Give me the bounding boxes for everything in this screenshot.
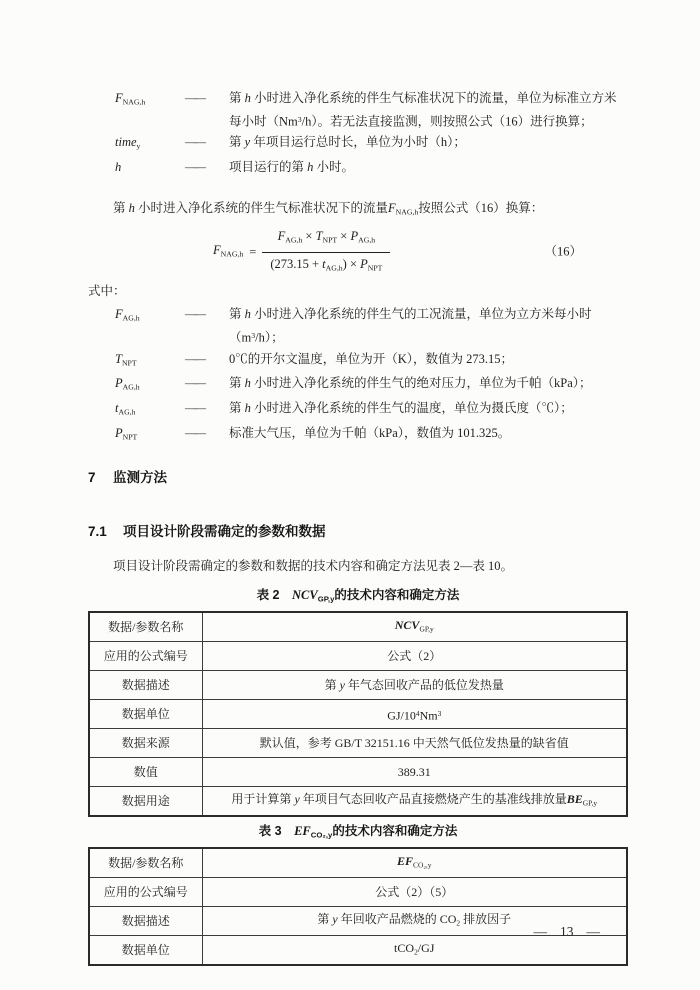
table-row xyxy=(89,878,627,907)
row-value: 第 y 年回收产品燃烧的 $CO_2$ 排放因子 xyxy=(202,907,627,936)
symbol-definitions-top xyxy=(88,88,628,178)
definition-dash: —— xyxy=(185,425,202,440)
symbol-label: $F_{AG,h}$ xyxy=(115,307,140,323)
table-row xyxy=(89,848,627,878)
row-value: 公式（2） xyxy=(202,642,627,671)
section-7-heading xyxy=(88,470,628,486)
definition-dash: —— xyxy=(185,401,202,416)
definition-row xyxy=(88,88,628,132)
formula-equals-sign: = xyxy=(249,244,257,259)
symbol-label: $P_{AG,h}$ xyxy=(115,376,140,393)
table-3-ef xyxy=(88,847,628,966)
table-row xyxy=(89,758,627,787)
table-row xyxy=(89,612,627,642)
definition-dash: —— xyxy=(185,376,202,391)
formula-number: （16） xyxy=(544,244,582,259)
definition-row xyxy=(88,304,628,348)
formula-denominator: $(273.15 + t_{AG,h}) \times P_{NPT}$ xyxy=(262,252,390,278)
row-value: 用于计算第 y 年项目气态回收产品直接燃烧产生的基准线排放量$BE_{GP,y}$ xyxy=(202,787,627,817)
table-3-caption: 表 3 $EF_{CO_2,y}$的技术内容和确定方法 xyxy=(258,824,458,840)
table-row xyxy=(89,671,627,700)
definition-text: 标准大气压，单位为千帕（kPa），数值为 101.325。 xyxy=(229,425,511,440)
definition-dash: —— xyxy=(185,91,202,105)
formula-intro-paragraph: 第 h 小时进入净化系统的伴生气标准状况下的流量$F_{NAG,h}$按照公式（16）换算： xyxy=(113,201,544,217)
row-label: 数据/参数名称 xyxy=(89,612,202,642)
section-7-1-paragraph: 项目设计阶段需确定的参数和数据的技术内容和确定方法见表 2—表 10。 xyxy=(113,558,514,573)
row-value: $EF_{CO_2,y}$ xyxy=(202,848,627,878)
formula-where-label: 式中： xyxy=(88,284,126,299)
row-label: 数据来源 xyxy=(89,729,202,758)
symbol-label: $t_{AG,h}$ xyxy=(115,401,136,417)
definition-text: 项目运行的第 h 小时。 xyxy=(229,160,355,175)
footer-dash-right: — xyxy=(586,924,600,939)
row-value: 389.31 xyxy=(202,758,627,787)
page-footer xyxy=(534,921,601,942)
formula-fraction xyxy=(262,227,390,277)
definition-text: 第 h 小时进入净化系统的伴生气的绝对压力，单位为千帕（kPa）； xyxy=(229,376,592,391)
definition-dash: —— xyxy=(185,307,202,322)
symbol-label: $T_{NPT}$ xyxy=(115,351,137,368)
section-number: 7.1 xyxy=(88,523,107,539)
section-title: 监测方法 xyxy=(113,469,167,485)
row-value: $GJ/10^4Nm^3$ xyxy=(202,700,627,729)
footer-dash-left: — xyxy=(533,924,547,939)
symbol-label: $F_{NAG,h}$ xyxy=(115,91,146,107)
table-row xyxy=(89,700,627,729)
symbol-label: time$_y$ xyxy=(115,135,141,152)
table-row xyxy=(89,729,627,758)
definition-row xyxy=(88,157,628,178)
table-2-ncv xyxy=(88,611,628,817)
symbol-label: h xyxy=(115,160,122,175)
definition-dash: —— xyxy=(185,160,202,175)
formula-numerator: $F_{AG,h} \times T_{NPT} \times P_{AG,h}$ xyxy=(277,228,376,245)
row-value: 第 y 年气态回收产品的低位发热量 xyxy=(202,671,627,700)
definition-row xyxy=(88,132,628,157)
table-row xyxy=(89,787,627,817)
section-number: 7 xyxy=(88,469,96,485)
row-value: $NCV_{GP,y}$ xyxy=(202,612,627,642)
section-title: 项目设计阶段需确定的参数和数据 xyxy=(123,523,326,539)
row-label: 数据用途 xyxy=(89,787,202,817)
definition-row xyxy=(88,373,628,398)
row-label: 数据描述 xyxy=(89,907,202,936)
definition-row xyxy=(88,423,628,448)
definition-text: 第 h 小时进入净化系统的伴生气标准状况下的流量，单位为标准立方米每小时（Nm$^3$/h）。若无法直接监测，则按照公式（16）进行换算； xyxy=(229,91,617,129)
definition-row xyxy=(88,398,628,423)
row-value: 默认值，参考 GB/T 32151.16 中天然气低位发热量的缺省值 xyxy=(202,729,627,758)
definition-dash: —— xyxy=(185,351,202,366)
definition-dash: —— xyxy=(185,135,202,150)
definition-text: 0℃的开尔文温度，单位为开（K），数值为 273.15； xyxy=(229,351,514,366)
formula-16 xyxy=(88,227,628,277)
definition-row xyxy=(88,349,628,374)
definition-text: 第 h 小时进入净化系统的伴生气的温度，单位为摄氏度（℃）； xyxy=(229,401,573,416)
formula-lhs: $F_{NAG,h}$ xyxy=(213,242,244,259)
row-label: 数据单位 xyxy=(89,700,202,729)
row-label: 应用的公式编号 xyxy=(89,642,202,671)
symbol-definitions-formula xyxy=(88,304,628,447)
page-number: 13 xyxy=(560,924,574,939)
row-value: tCO$_2$/GJ xyxy=(202,936,627,966)
definition-text: 第 y 年项目运行总时长，单位为小时（h）； xyxy=(229,135,466,150)
row-value: 公式（2）（5） xyxy=(202,878,627,907)
row-label: 数据单位 xyxy=(89,936,202,966)
row-label: 数值 xyxy=(89,758,202,787)
table-row xyxy=(89,642,627,671)
table-2-caption: 表 2 $NCV_{GP,y}$的技术内容和确定方法 xyxy=(256,587,460,604)
row-label: 应用的公式编号 xyxy=(89,878,202,907)
row-label: 数据/参数名称 xyxy=(89,848,202,878)
row-label: 数据描述 xyxy=(89,671,202,700)
section-7-1-heading xyxy=(88,524,628,540)
symbol-label: $P_{NPT}$ xyxy=(115,425,138,442)
definition-text: 第 h 小时进入净化系统的伴生气的工况流量，单位为立方米每小时$(m^3/h)$； xyxy=(229,307,592,345)
